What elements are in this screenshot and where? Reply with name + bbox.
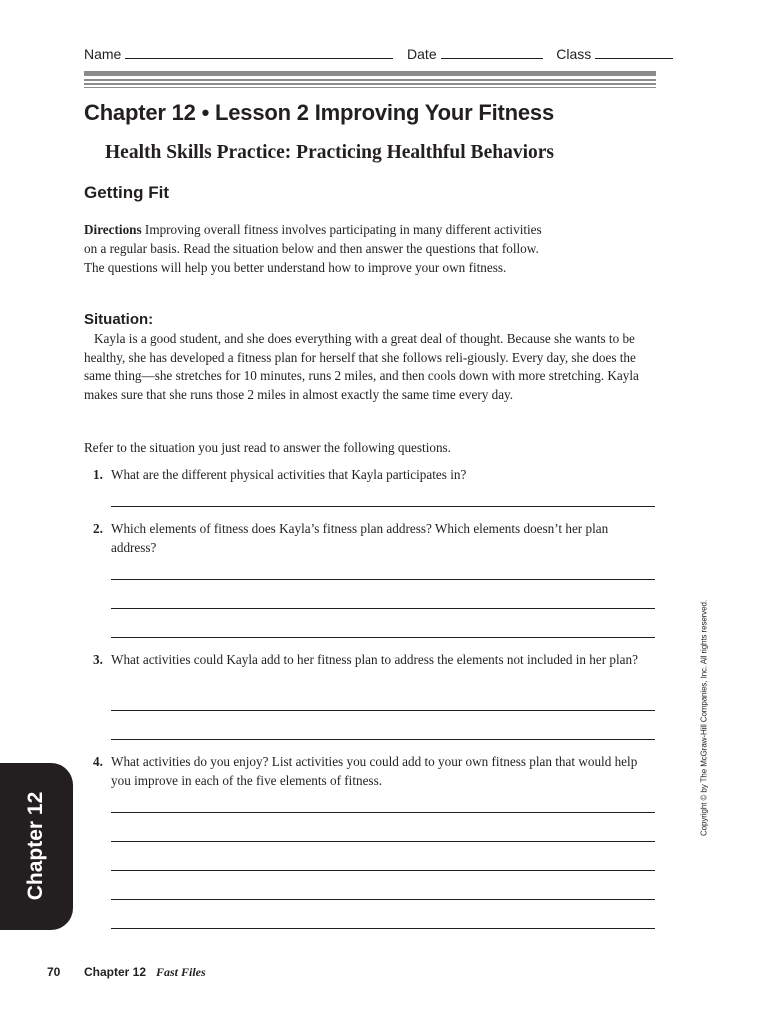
student-info-line	[84, 44, 656, 64]
question-text: What activities could Kayla add to her fitness plan to address the elements not included in her plan?	[111, 652, 638, 667]
chapter-side-tab-label: Chapter 12	[24, 791, 47, 901]
name-label: Name	[84, 46, 122, 62]
refer-text: Refer to the situation you just read to answer the following questions.	[84, 440, 451, 455]
date-field[interactable]	[441, 44, 543, 59]
chapter-side-tab	[0, 763, 73, 930]
class-label: Class	[556, 46, 592, 62]
name-field[interactable]	[125, 44, 393, 59]
question-number: 1.	[93, 467, 103, 482]
answer-line[interactable]	[111, 870, 655, 871]
page-number: 70	[47, 965, 61, 979]
answer-line[interactable]	[111, 608, 655, 609]
answer-line[interactable]	[111, 579, 655, 580]
answer-line[interactable]	[111, 899, 655, 900]
directions-lead: Directions	[84, 222, 142, 237]
question-number: 2.	[93, 521, 103, 536]
question-text: What activities do you enjoy? List activities you could add to your own fitness plan that would help you improve in each of the five elements of fitness.	[111, 754, 638, 788]
skills-title: Health Skills Practice: Practicing Healthful Behaviors	[105, 142, 554, 163]
directions-text: Improving overall fitness involves participating in many different activities on a regular basis. Read the situation below and then answer the questions that follow. The questions will help you better understand how to improve your own fitness.	[84, 222, 542, 275]
answer-line[interactable]	[111, 841, 655, 842]
answer-line[interactable]	[111, 812, 655, 813]
question-text: Which elements of fitness does Kayla’s fitness plan address? Which elements doesn’t her plan address?	[111, 521, 609, 555]
answer-line[interactable]	[111, 739, 655, 740]
class-field[interactable]	[595, 44, 673, 59]
footer-book-title: Fast Files	[156, 965, 206, 979]
answer-line[interactable]	[111, 506, 655, 507]
header-rule-stack	[84, 71, 656, 91]
answer-line[interactable]	[111, 637, 655, 638]
question-number: 3.	[93, 652, 103, 667]
directions	[84, 220, 554, 277]
footer-chapter: Chapter 12	[84, 965, 147, 979]
answer-line[interactable]	[111, 928, 655, 929]
question-number: 4.	[93, 754, 103, 769]
situation-heading: Situation:	[84, 311, 154, 328]
copyright-notice: Copyright © by The McGraw-Hill Companies, Inc. All rights reserved.	[699, 599, 709, 837]
date-label: Date	[407, 46, 437, 62]
answer-line[interactable]	[111, 710, 655, 711]
section-title: Getting Fit	[84, 183, 169, 202]
situation-text: Kayla is a good student, and she does everything with a great deal of thought. Because she wants to be healthy, she has developed a fitness plan for herself that she follows reli-giously. Every day, she does the same thing—she stretches for 10 minutes, runs 2 miles, and then cools down with more stretching. Kayla makes sure that she runs those 2 miles in almost exactly the same time every day.	[84, 331, 639, 402]
question-text: What are the different physical activities that Kayla participates in?	[111, 467, 467, 482]
chapter-title: Chapter 12 • Lesson 2 Improving Your Fitness	[84, 100, 554, 125]
